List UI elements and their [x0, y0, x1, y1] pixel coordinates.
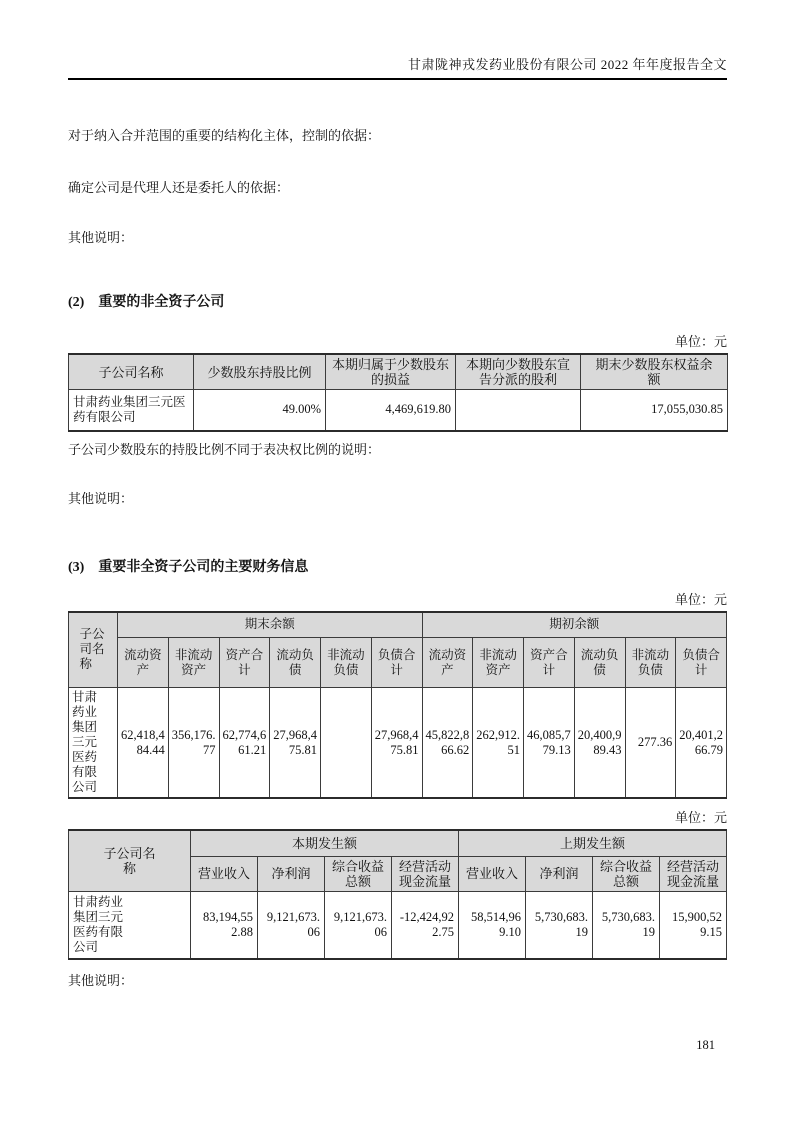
section-3-title: 重要非全资子公司的主要财务信息: [98, 559, 309, 575]
paragraph-structured-entities: 对于纳入合并范围的重要的结构化主体，控制的依据：: [68, 128, 381, 143]
table3-group-prior-period: 上期发生额: [459, 830, 727, 856]
table3-cell-name: 甘肃药业集团三元医药有限公司: [69, 891, 191, 959]
table2-cell-noncurrent-liabilities-begin: 277.36: [625, 688, 676, 799]
table1-header-subsidiary-name: 子公司名称: [69, 354, 194, 390]
table2-header-current-liabilities-begin: 流动负债: [574, 638, 625, 688]
table2-header-noncurrent-liabilities-end: 非流动负债: [321, 638, 372, 688]
unit-label-1: 单位：元: [674, 334, 727, 349]
table3-header-comprehensive-income-prior: 综合收益总额: [593, 856, 660, 891]
table1-cell-minority-ratio: 49.00%: [194, 390, 326, 431]
table1-header-minority-equity: 期末少数股东权益余额: [581, 354, 728, 390]
unit-label-3: 单位：元: [674, 810, 727, 825]
table3-header-operating-cashflow-current: 经营活动现金流量: [392, 856, 459, 891]
table2-cell-noncurrent-liabilities-end: [321, 688, 372, 799]
balance-sheet-summary-table: [68, 611, 727, 800]
table2-cell-current-liabilities-end: 27,968,475.81: [270, 688, 321, 799]
table2-cell-total-liabilities-end: 27,968,475.81: [371, 688, 422, 799]
table1-cell-dividends-declared: [456, 390, 581, 431]
table2-header-total-liabilities-end: 负债合计: [371, 638, 422, 688]
table1-cell-profit-to-minority: 4,469,619.80: [326, 390, 456, 431]
paragraph-other-notes-1: 其他说明：: [68, 230, 134, 245]
table2-corner-subsidiary-name: 子公司名称: [69, 612, 118, 688]
table3-header-revenue-prior: 营业收入: [459, 856, 526, 891]
page-number: 181: [696, 1038, 715, 1052]
table2-cell-current-assets-end: 62,418,484.44: [118, 688, 169, 799]
table3-cell-revenue-current: 83,194,552.88: [191, 891, 258, 959]
table3-data-row: [69, 891, 727, 959]
paragraph-other-notes-2: 其他说明：: [68, 490, 134, 506]
table3-corner-subsidiary-name: 子公司名称: [69, 830, 191, 891]
table2-header-noncurrent-assets-end: 非流动资产: [168, 638, 219, 688]
table1-header-minority-ratio: 少数股东持股比例: [194, 354, 326, 390]
section-3-heading: [68, 556, 727, 576]
table2-cell-noncurrent-assets-end: 356,176.77: [168, 688, 219, 799]
table2-header-noncurrent-liabilities-begin: 非流动负债: [625, 638, 676, 688]
section-2-title: 重要的非全资子公司: [98, 295, 225, 310]
table2-sub-header-row: [69, 638, 727, 688]
table2-cell-current-assets-begin: 45,822,866.62: [422, 688, 473, 799]
table3-cell-comprehensive-income-prior: 5,730,683.19: [593, 891, 660, 959]
minority-subsidiary-table: [68, 353, 728, 432]
table3-header-net-profit-prior: 净利润: [526, 856, 593, 891]
table2-cell-noncurrent-assets-begin: 262,912.51: [473, 688, 524, 799]
table3-header-comprehensive-income-current: 综合收益总额: [325, 856, 392, 891]
income-cashflow-summary-table: [68, 829, 727, 960]
table3-cell-operating-cashflow-prior: 15,900,529.15: [660, 891, 727, 959]
section-3-number: (3): [68, 559, 85, 575]
table2-cell-total-assets-end: 62,774,661.21: [219, 688, 270, 799]
table3-header-operating-cashflow-prior: 经营活动现金流量: [660, 856, 727, 891]
table1-data-row: [69, 390, 728, 431]
table2-data-row: [69, 688, 727, 799]
table2-cell-total-liabilities-begin: 20,401,266.79: [676, 688, 727, 799]
paragraph-agent-principal: 确定公司是代理人还是委托人的依据：: [68, 180, 290, 195]
table2-header-current-liabilities-end: 流动负债: [270, 638, 321, 688]
table2-cell-total-assets-begin: 46,085,779.13: [524, 688, 575, 799]
table2-header-total-assets-begin: 资产合计: [524, 638, 575, 688]
table2-header-total-assets-end: 资产合计: [219, 638, 270, 688]
section-2-number: (2): [68, 295, 85, 310]
page-header: [68, 0, 727, 80]
table3-cell-net-profit-prior: 5,730,683.19: [526, 891, 593, 959]
table2-group-beginning-balance: 期初余额: [422, 612, 727, 638]
table2-cell-name: 甘肃药业集团三元医药有限公司: [69, 688, 118, 799]
table3-group-header-row: [69, 830, 727, 856]
table1-header-dividends-declared: 本期向少数股东宣告分派的股利: [456, 354, 581, 390]
table3-cell-comprehensive-income-current: 9,121,673.06: [325, 891, 392, 959]
report-title: 甘肃陇神戎发药业股份有限公司 2022 年年度报告全文: [407, 57, 727, 72]
table3-header-net-profit-current: 净利润: [258, 856, 325, 891]
table2-header-current-assets-begin: 流动资产: [422, 638, 473, 688]
table1-header-profit-to-minority: 本期归属于少数股东的损益: [326, 354, 456, 390]
table1-cell-name: 甘肃药业集团三元医药有限公司: [69, 390, 194, 431]
section-2-heading: [68, 291, 727, 311]
table1-header-row: [69, 354, 728, 390]
table2-cell-current-liabilities-begin: 20,400,989.43: [574, 688, 625, 799]
table1-cell-minority-equity: 17,055,030.85: [581, 390, 728, 431]
table3-header-revenue-current: 营业收入: [191, 856, 258, 891]
table2-header-total-liabilities-begin: 负债合计: [676, 638, 727, 688]
paragraph-other-notes-3: 其他说明：: [68, 973, 134, 988]
table2-header-noncurrent-assets-begin: 非流动资产: [473, 638, 524, 688]
unit-label-2: 单位：元: [674, 591, 727, 607]
table2-header-current-assets-end: 流动资产: [118, 638, 169, 688]
table3-cell-operating-cashflow-current: -12,424,922.75: [392, 891, 459, 959]
table2-group-ending-balance: 期末余额: [118, 612, 423, 638]
table3-group-current-period: 本期发生额: [191, 830, 459, 856]
table2-group-header-row: [69, 612, 727, 638]
table3-cell-net-profit-current: 9,121,673.06: [258, 891, 325, 959]
note-voting-ratio: 子公司少数股东的持股比例不同于表决权比例的说明：: [68, 441, 381, 457]
table3-cell-revenue-prior: 58,514,969.10: [459, 891, 526, 959]
